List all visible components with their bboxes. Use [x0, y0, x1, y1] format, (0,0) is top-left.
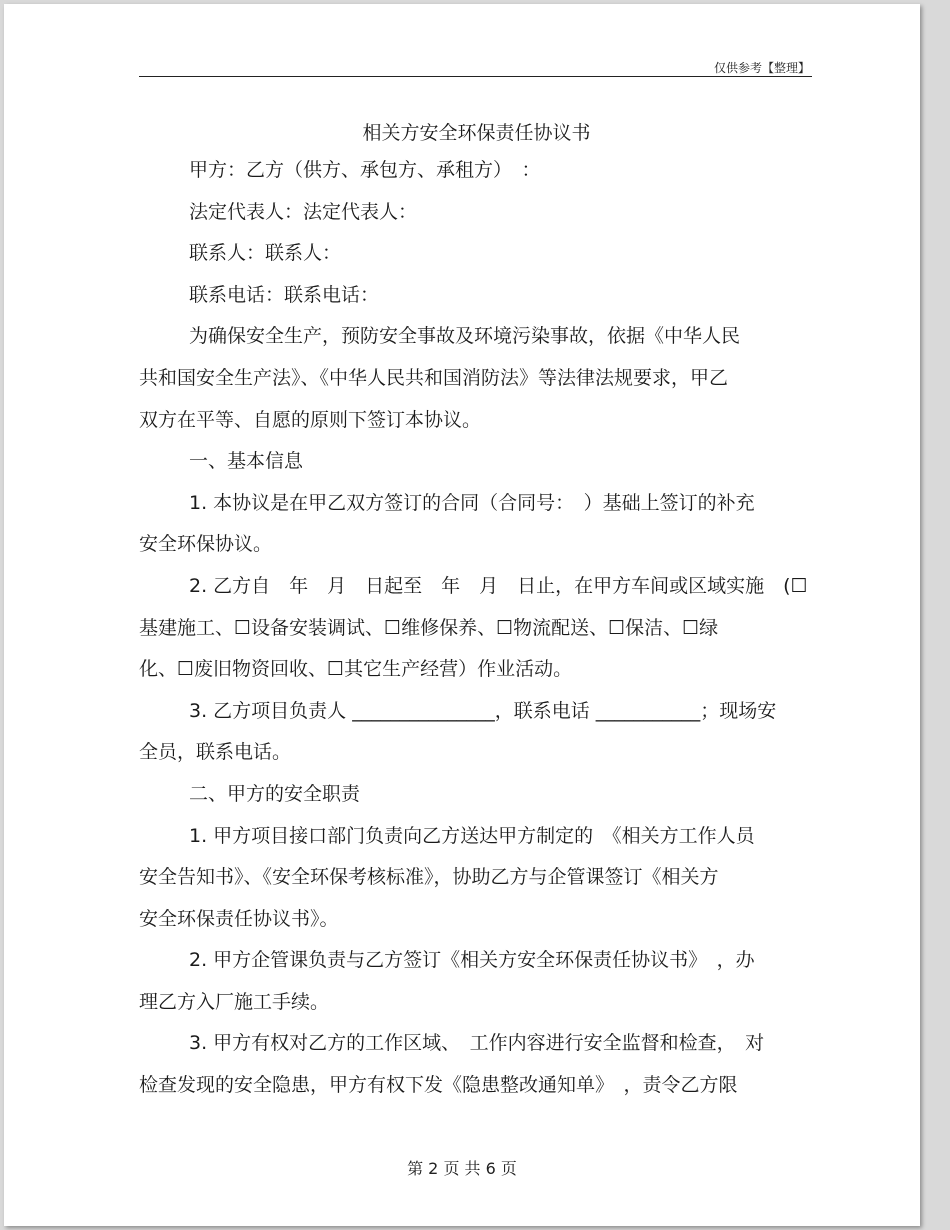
- document-title: 相关方安全环保责任协议书: [362, 122, 591, 144]
- paragraph-line: 化、☐废旧物资回收、☐其它生产经营）作业活动。: [139, 658, 573, 681]
- document-body: [139, 116, 814, 1107]
- paragraph-line: 理乙方入厂施工手续。: [139, 990, 330, 1013]
- paragraph-line: 基建施工、☐设备安装调试、☐维修保养、☐物流配送、☐保洁、☐绿: [139, 616, 719, 639]
- paragraph-line: 1. 甲方项目接口部门负责向乙方送达甲方制定的 《相关方工作人员: [189, 824, 755, 847]
- paragraph-line: 2. 乙方自 年 月 日起至 年 月 日止，在甲方车间或区域实施 (☐: [189, 574, 808, 597]
- header-note: 仅供参考【整理】: [713, 61, 810, 75]
- page-footer: 第 2 页 共 6 页: [407, 1159, 517, 1178]
- paragraph-line: 为确保安全生产，预防安全事故及环境污染事故，依据《中华人民: [189, 325, 741, 348]
- paragraph-line: 安全环保责任协议书》。: [139, 907, 339, 930]
- paragraph-line: 全员，联系电话。: [139, 741, 292, 764]
- paragraph-line: 安全告知书》、《安全环保考核标准》，协助乙方与企管课签订《相关方: [139, 866, 719, 889]
- paragraph-line: 2. 甲方企管课负责与乙方签订《相关方安全环保责任协议书》 ，办: [189, 949, 755, 972]
- section-heading: 一、基本信息: [189, 450, 304, 473]
- phone-line: 联系电话：联系电话：: [189, 283, 380, 306]
- paragraph-line: 安全环保协议。: [139, 533, 273, 556]
- paragraph-line: 检查发现的安全隐患，甲方有权下发《隐患整改通知单》 ，责令乙方限: [139, 1074, 738, 1097]
- party-line: 甲方：乙方（供方、承包方、承租方） ：: [189, 159, 541, 181]
- header-divider: [139, 76, 812, 77]
- paragraph-line: 1. 本协议是在甲乙双方签订的合同（合同号： ）基础上签订的补充: [189, 491, 755, 514]
- legal-rep-line: 法定代表人：法定代表人：: [189, 200, 418, 223]
- paragraph-line: 双方在平等、自愿的原则下签订本协议。: [139, 408, 482, 431]
- paragraph-line: 3. 甲方有权对乙方的工作区域、 工作内容进行安全监督和检查， 对: [189, 1032, 765, 1055]
- section-heading: 二、甲方的安全职责: [189, 782, 361, 805]
- paragraph-line: 3. 乙方项目负责人 _______________，联系电话 ___________；现场安: [189, 699, 777, 722]
- document-page: [4, 4, 920, 1226]
- paragraph-line: 共和国安全生产法》、《中华人民共和国消防法》等法律法规要求，甲乙: [139, 366, 729, 389]
- contact-line: 联系人：联系人：: [189, 242, 342, 265]
